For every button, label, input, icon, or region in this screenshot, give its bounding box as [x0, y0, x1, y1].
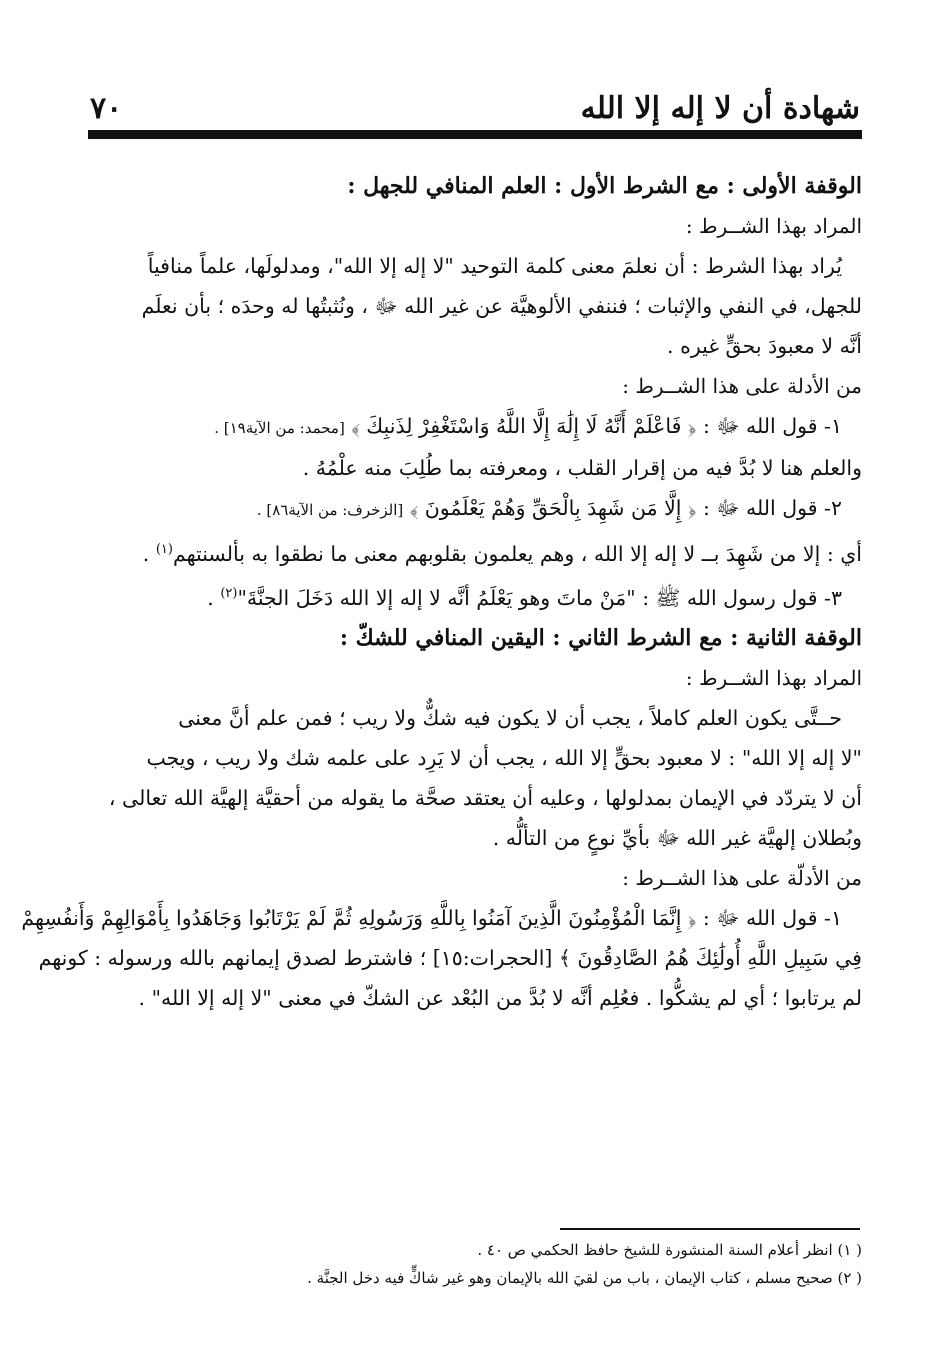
evidence-1-1-note: والعلم هنا لا بُدَّ فيه من إقرار القلب ، ومعرفته بما طُلِبَ منه علْمُهُ . — [302, 456, 862, 480]
footnote-rule — [560, 1228, 860, 1230]
footnote-1: ( ١) انظر أعلام السنة المنشورة للشيخ حافظ الحكمي ص ٤٠ . — [477, 1241, 862, 1259]
paragraph-1-line-1: يُراد بهذا الشرط : أن نعلمَ معنى كلمة التوحيد "لا إله إلا الله"، ومدلولَها، علماً منافياً — [147, 254, 842, 278]
evidence-2-1-line-1: ١- قول الله ﷻ : ﴿ إِنَّمَا الْمُؤْمِنُونَ الَّذِينَ آمَنُوا بِاللَّهِ وَرَسُولِهِ ثُمَّ لَمْ يَرْتَابُوا وَجَاهَدُوا بِأَمْوَالِهِمْ وَأَنفُسِهِمْ — [21, 905, 842, 930]
evidence-1-3-text: ٣- قول رسول الله ﷺ : "مَنْ ماتَ وهو يَعْلَمُ أنَّه لا إله إلا الله دَخَلَ الجنَّةَ" — [237, 585, 842, 610]
running-title: شهادة أن لا إله إلا الله — [580, 91, 860, 126]
header-rule — [88, 130, 862, 139]
evidence-1-1 — [88, 406, 862, 448]
page-header — [90, 82, 860, 126]
evidence-1-1-prefix: ١- قول الله ﷻ : — [702, 414, 842, 438]
evidence-1-2-prefix: ٢- قول الله ﷻ : — [702, 496, 842, 520]
paragraph-2-line-4: وبُطلان إلهيَّة غير الله ﷻ بأيِّ نوعٍ من التألُّه . — [492, 825, 862, 850]
subheading-meaning-2: المراد بهذا الشــرط : — [685, 665, 862, 690]
paragraph-1-line-3: أنَّه لا معبودَ بحقٍّ غيره . — [667, 334, 862, 358]
footnote-marker-1[interactable]: (١) — [155, 542, 173, 557]
subheading-meaning-1: المراد بهذا الشــرط : — [685, 214, 862, 238]
paragraph-1-line-2: للجهل، في النفي والإثبات ؛ فننفي الألوهيَّة عن غير الله ﷻ ، ونُثبتُها له وحدَه ؛ بأن نعلَم — [141, 294, 862, 318]
footnote-2: ( ٢) صحيح مسلم ، كتاب الإيمان ، باب من لقيَ الله بالإيمان وهو غير شاكٍّ فيه دخل الجنَّة . — [307, 1269, 862, 1287]
paragraph-2-line-1: حــتَّى يكون العلم كاملاً ، يجب أن لا يكون فيه شكٌّ ولا ريب ؛ فمن علم أنَّ معنى — [178, 705, 842, 730]
evidence-2-1-line-3: لم يرتابوا ؛ أي لم يشكُّوا . فعُلِم أنَّه لا بُدَّ من البُعْد عن الشكّ في معنى "لا إله إلا الله" . — [138, 985, 862, 1010]
paragraph-2-line-2: "لا إله إلا الله" : لا معبود بحقٍّ إلا الله ، يجب أن لا يَرِد على علمه شك ولا ريب ، ويجب — [146, 745, 862, 770]
page-body — [21, 166, 862, 1018]
footnotes — [88, 1236, 862, 1292]
evidence-1-2-note-text: أي : إلا من شَهِدَ بــ لا إله إلا الله ، وهم يعلمون بقلوبهم معنى ما نطقوا به بألسنتهم — [172, 541, 862, 566]
section-heading-2: الوقفة الثانية : مع الشرط الثاني : اليقين المنافي للشكّ : — [339, 624, 862, 651]
quran-verse: ﴿ إِلَّا مَن شَهِدَ بِالْحَقِّ وَهُمْ يَعْلَمُونَ ﴾ — [409, 496, 697, 520]
page-number: ٧٠ — [90, 91, 123, 126]
evidence-1-3: ٣- قول رسول الله ﷺ : "مَنْ ماتَ وهو يَعْلَمُ أنَّه لا إله إلا الله دَخَلَ الجنَّةَ"$^{(٢)}$ . — [207, 585, 842, 610]
evidence-title-2: من الأدلّة على هذا الشــرط : — [622, 865, 862, 890]
evidence-1-2 — [88, 488, 862, 530]
verse-reference: [الزخرف: من الآية٨٦] . — [256, 501, 404, 519]
verse-reference: [محمد: من الآية١٩] . — [214, 419, 345, 437]
evidence-2-1-line-2: فِي سَبِيلِ اللَّهِ أُولَٰئِكَ هُمُ الصَّادِقُونَ ﴾ [الحجرات:١٥] ؛ فاشترط لصدق إيمانهم بالله ورسوله : كونهم — [38, 945, 862, 970]
quran-verse: ﴿ فَاعْلَمْ أَنَّهُ لَا إِلَٰهَ إِلَّا اللَّهُ وَاسْتَغْفِرْ لِذَنبِكَ ﴾ — [351, 414, 697, 438]
paragraph-2-line-3: أن لا يتردّد في الإيمان بمدلولها ، وعليه أن يعتقد صحَّة ما يقوله من أحقيَّة إلهيَّة الله تعالى ، — [108, 785, 862, 810]
evidence-title-1: من الأدلة على هذا الشــرط : — [622, 374, 862, 398]
footnote-marker-2[interactable]: (٢) — [220, 585, 238, 601]
evidence-1-2-note: أي : إلا من شَهِدَ بــ لا إله إلا الله ، وهم يعلمون بقلوبهم معنى ما نطقوا به بألسنتهم$^{(١)}$ . — [142, 541, 862, 566]
section-heading-1: الوقفة الأولى : مع الشرط الأول : العلم المنافي للجهل : — [347, 173, 862, 199]
